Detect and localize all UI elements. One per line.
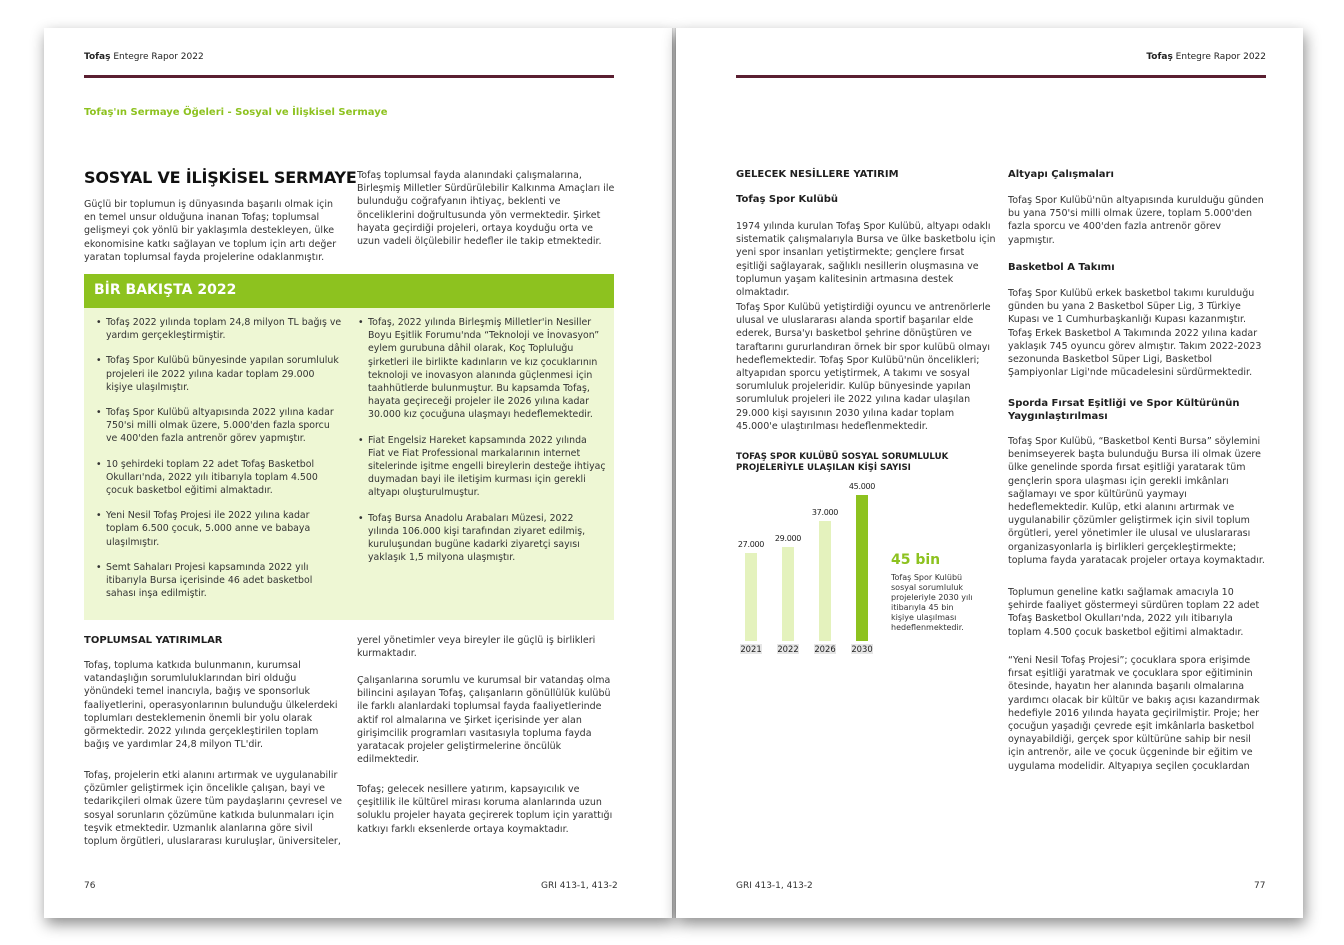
chart-title: TOFAŞ SPOR KULÜBÜ SOSYAL SORUMLULUK PROJELERİYLE ULAŞILAN KİŞİ SAYISI — [736, 452, 949, 473]
list-item: • Yeni Nesil Tofaş Projesi ile 2022 yılına kadar toplam 6.500 çocuk, 5.000 anne ve babaya ulaşılmıştır. — [94, 509, 342, 549]
investments-paragraph: Tofaş; gelecek nesillere yatırım, kapsayıcılık ve çeşitlilik ile kültürel mirası koruma alanlarında uzun soluklu projeler hayata geçirerek toplum için yarattığı katkıyı farklı eksenlerde ortaya koymaktadır. — [357, 784, 613, 835]
chart-bar-2021 — [745, 553, 757, 641]
chart-category-label: 2022 — [777, 644, 799, 654]
club-paragraph: 1974 yılında kurulan Tofaş Spor Kulübü, altyapı odaklı sistematik çalışmalarıyla Bursa ve ülke basketbolu için yeni spor insanları yetiştirmekte; gençlere fırsat eşitliği sağlayarak, sağlıklı nesillerin oluşmasına ve toplumun yaşam kalitesinin artmasına destek olmaktadır. — [736, 221, 996, 299]
right-page — [676, 28, 1303, 918]
investments-paragraph: Tofaş, projelerin etki alanını artırmak ve uygulanabilir çözümler geliştirmek için öncelikle çalışan, bayi ve tedarikçileri olmak üzere tüm paydaşlarını çevresel ve sosyal sorunların çözümüne katkıda bulunmaları için teşvik etmektedir. Uzmanlık alanlarına göre sivil toplum örgütleri, uluslararası kuruluşlar, üniversiteler, — [84, 770, 342, 848]
list-item: • 10 şehirdeki toplam 22 adet Tofaş Basketbol Okulları'nda, 2022 yılı itibarıyla toplam 4.500 çocuk basketbol eğitimi almaktadır. — [94, 458, 342, 498]
infra-paragraph: Tofaş Spor Kulübü'nün altyapısında kurulduğu günden bu yana 750'si milli olmak üzere, toplam 5.000'den fazla sporcu ve 400'den fazla antrenör görev yapmıştır. — [1008, 195, 1264, 246]
chart-value-label: 45.000 — [848, 482, 876, 491]
chart-bar-2026 — [819, 521, 831, 641]
chart-callout-value: 45 bin — [891, 552, 941, 568]
page-title: SOSYAL VE İLİŞKİSEL SERMAYE — [84, 168, 357, 187]
glance-header — [84, 274, 614, 308]
list-item: • Tofaş Spor Kulübü bünyesinde yapılan sorumluluk projeleri ile 2022 yılına kadar toplam 29.000 kişiye ulaşılmıştır. — [94, 354, 342, 394]
intro-text: Güçlü bir toplumun iş dünyasında başarılı olmak için en temel unsur olduğuna inanan Tofaş; toplumsal gelişmeyi çok yönlü bir yaklaşımla destekleyen, ülke ekonomisine katkı sağlayan ve toplum için artı değer yaratan toplumsal fayda projelerine odaklanmıştır. — [84, 199, 337, 263]
gri-reference: GRI 413-1, 413-2 — [541, 881, 618, 891]
list-item: • Semt Sahaları Projesi kapsamında 2022 yılı itibarıyla Bursa içerisinde 46 adet basketbol sahası inşa edilmiştir. — [94, 561, 342, 601]
investments-paragraph: yerel yönetimler veya bireyler ile güçlü iş birlikleri kurmaktadır. — [357, 635, 596, 660]
glance-list-left — [94, 316, 342, 612]
investments-paragraph: Çalışanlarına sorumlu ve kurumsal bir vatandaş olma bilincini aşılayan Tofaş, çalışanların gönüllülük kulübü ile farklı alanlardaki toplumsal fayda faaliyetlerinde aktif rol almalarına ve Şirket içerisinde yer alan girişimcilik programları vasıtasıyla topluma fayda yaratacak projeler geliştirmelerine öncülük edilmektedir. — [357, 675, 611, 766]
list-item: • Tofaş Bursa Anadolu Arabaları Müzesi, 2022 yılında 106.000 kişi tarafından ziyaret edilmiş, kuruluşundan bugüne kadarki ziyaretçi sayısı yaklaşık 1,5 milyona ulaşmıştır. — [356, 512, 606, 565]
list-item: • Tofaş 2022 yılında toplam 24,8 milyon TL bağış ve yardım gerçekleştirmiştir. — [94, 316, 342, 342]
ateam-heading: Basketbol A Takımı — [1008, 262, 1115, 273]
future-heading: GELECEK NESİLLERE YATIRIM — [736, 169, 899, 180]
intro-text-right: Tofaş toplumsal fayda alanındaki çalışmalarına, Birleşmiş Milletler Sürdürülebilir Kalkınma Amaçları ile bulunduğu coğrafyanın ihtiyaç, beklenti ve önceliklerini doğrultusunda yön vermektedir. Şirket hayata geçirdiği projeleri, ortaya koyduğu orta ve uzun vadeli ölçülebilir hedefler ile takip etmektedir. — [357, 170, 615, 248]
equality-heading: Sporda Fırsat Eşitliği ve Spor Kültürünün Yaygınlaştırılması — [1008, 398, 1240, 422]
chart-category-label: 2026 — [814, 644, 836, 654]
page-header: Tofaş Entegre Rapor 2022 — [84, 52, 204, 62]
list-item: • Tofaş, 2022 yılında Birleşmiş Milletler'in Nesiller Boyu Eşitlik Forumu'nda “Teknoloji ve İnovasyon” eylem gurubuna dâhil olarak, Koç Topluluğu şirketleri ile birlikte kadınların ve kız çocuklarının teknoloji ve inovasyon alanında güçlenmesi için taahhütlerde bulunmuştur. Bu kapsamda Tofaş, hayata geçireceği projeler ile 2026 yılına kadar 30.000 kız çocuğuna ulaşmayı hedeflemektedir. — [356, 316, 606, 422]
ateam-paragraph: Tofaş Spor Kulübü erkek basketbol takımı kurulduğu günden bu yana 2 Basketbol Süper Lig, 3 Türkiye Kupası ve 1 Cumhurbaşkanlığı Kupası kazanmıştır. Tofaş Erkek Basketbol A Takımında 2022 yılına kadar yaklaşık 745 oyuncu görev almıştır. Takım 2022-2023 sezonunda Basketbol Süper Ligi, Basketbol Şampiyonlar Ligi'nde mücadelesini sürdürmektedir. — [1008, 288, 1262, 379]
chart-value-label: 27.000 — [737, 540, 765, 549]
chart-category-label: 2021 — [740, 644, 762, 654]
infra-heading: Altyapı Çalışmaları — [1008, 169, 1114, 180]
investments-paragraph: Tofaş, topluma katkıda bulunmanın, kurumsal vatandaşlığın sorumluluklarından biri olduğu yönündeki temel inancıyla, bağış ve sponsorluk faaliyetlerini, operasyonlarının bulunduğu ülkelerdeki toplumları desteklemenin önemli bir yolu olarak görmektedir. 2022 yılında gerçekleştirilen toplam bağış ve yardımlar 24,8 milyon TL'dir. — [84, 660, 338, 751]
header-rule — [736, 75, 1266, 78]
club-paragraph: Tofaş Spor Kulübü yetiştirdiği oyuncu ve antrenörlerle ulusal ve uluslararası alanda sportif başarılar elde ederek, Bursa'yı basketbol şehrine dönüştüren ve taraftarını gururlandıran örnek bir spor kulübü olmayı hedeflemektedir. Tofaş Spor Kulübü'nün öncelikleri; altyapıdan sporcu yetiştirmek, A takımı ve sosyal sorumluluk projeleridir. Kulüp bünyesinde yapılan sorumluluk projeleri ile 2022 yılına kadar ulaşılan 29.000 kişi sayısının 2030 yılına kadar toplam 45.000'e ulaştırılması hedeflenmektedir. — [736, 302, 991, 432]
equality-paragraph: Tofaş Spor Kulübü, “Basketbol Kenti Bursa” söylemini benimseyerek başta bulunduğu Bursa ili olmak üzere ülke genelinde sporda fırsat eşitliği yaratarak tüm gençlerin spora ulaşması için gerekli imkânları sağlamayı ve spor kültürünü yaymayı hedeflemektedir. Kulüp, etki alanını artırmak ve uygulanabilir çözümler geliştirmek için sivil toplum örgütleri, yerel yönetimler ile ulusal ve uluslararası organizasyonlarla iş birlikleri gerçekleştirmekte; topluma fayda yaratacak projeler ortaya koymaktadır. — [1008, 436, 1265, 566]
list-item: • Tofaş Spor Kulübü altyapısında 2022 yılına kadar 750'si milli olmak üzere, 5.000'den fazla sporcu ve 400'den fazla antrenör görev yapmıştır. — [94, 406, 342, 446]
chart-bar-2022 — [782, 547, 794, 641]
left-page — [44, 28, 672, 918]
equality-paragraph: “Yeni Nesil Tofaş Projesi”; çocuklara spora erişimde fırsat eşitliği yaratmak ve çocuklara spor eğitiminin ötesinde, hayatın her alanında başarılı olmalarına yardımcı olacak bir kültür ve bakış açısı kazandırmak hedefiyle 2016 yılında hayata geçirilmiştir. Proje; her çocuğun yaşadığı çevrede eşit imkânlarla basketbol oynayabildiği, gerçek spor kültürüne sahip bir nesil için antrenör, aile ve çocuk üçgeninde bir eğitim ve uygulama modelidir. Altyapıya seçilen çocuklardan — [1008, 655, 1260, 772]
chart-callout-text: Tofaş Spor Kulübü sosyal sorumluluk projeleriyle 2030 yılı itibarıyla 45 bin kişiye ulaşılması hedeflenmektedir. — [891, 573, 973, 632]
page-number: 76 — [84, 881, 96, 891]
gri-reference: GRI 413-1, 413-2 — [736, 881, 813, 891]
glance-title: BİR BAKIŞTA 2022 — [94, 282, 237, 298]
chart-value-label: 37.000 — [811, 508, 839, 517]
chart-value-label: 29.000 — [774, 534, 802, 543]
page-number: 77 — [1254, 881, 1266, 891]
equality-paragraph: Toplumun geneline katkı sağlamak amacıyla 10 şehirde faaliyet göstermeyi sürdüren toplam 22 adet Tofaş Basketbol Okulları'nda, 2022 yılı itibarıyla toplam 4.500 çocuk basketbol eğitimi almaktadır. — [1008, 587, 1260, 638]
club-heading: Tofaş Spor Kulübü — [736, 194, 839, 205]
header-rule — [84, 75, 614, 78]
investments-heading: TOPLUMSAL YATIRIMLAR — [84, 635, 223, 646]
chart-category-label: 2030 — [851, 644, 873, 654]
page-header: Tofaş Entegre Rapor 2022 — [1146, 52, 1266, 62]
chart-bar-2030 — [856, 495, 868, 641]
glance-box — [84, 308, 614, 620]
section-label: Tofaş'ın Sermaye Öğeleri - Sosyal ve İlişkisel Sermaye — [84, 107, 388, 118]
list-item: • Fiat Engelsiz Hareket kapsamında 2022 yılında Fiat ve Fiat Professional markalarının internet sitelerinde işitme engelli bireylerin desteğe ihtiyaç duymadan bayi ile iletişim kurması için gerekli altyapı oluşturulmuştur. — [356, 434, 606, 500]
glance-list-right — [356, 316, 606, 576]
